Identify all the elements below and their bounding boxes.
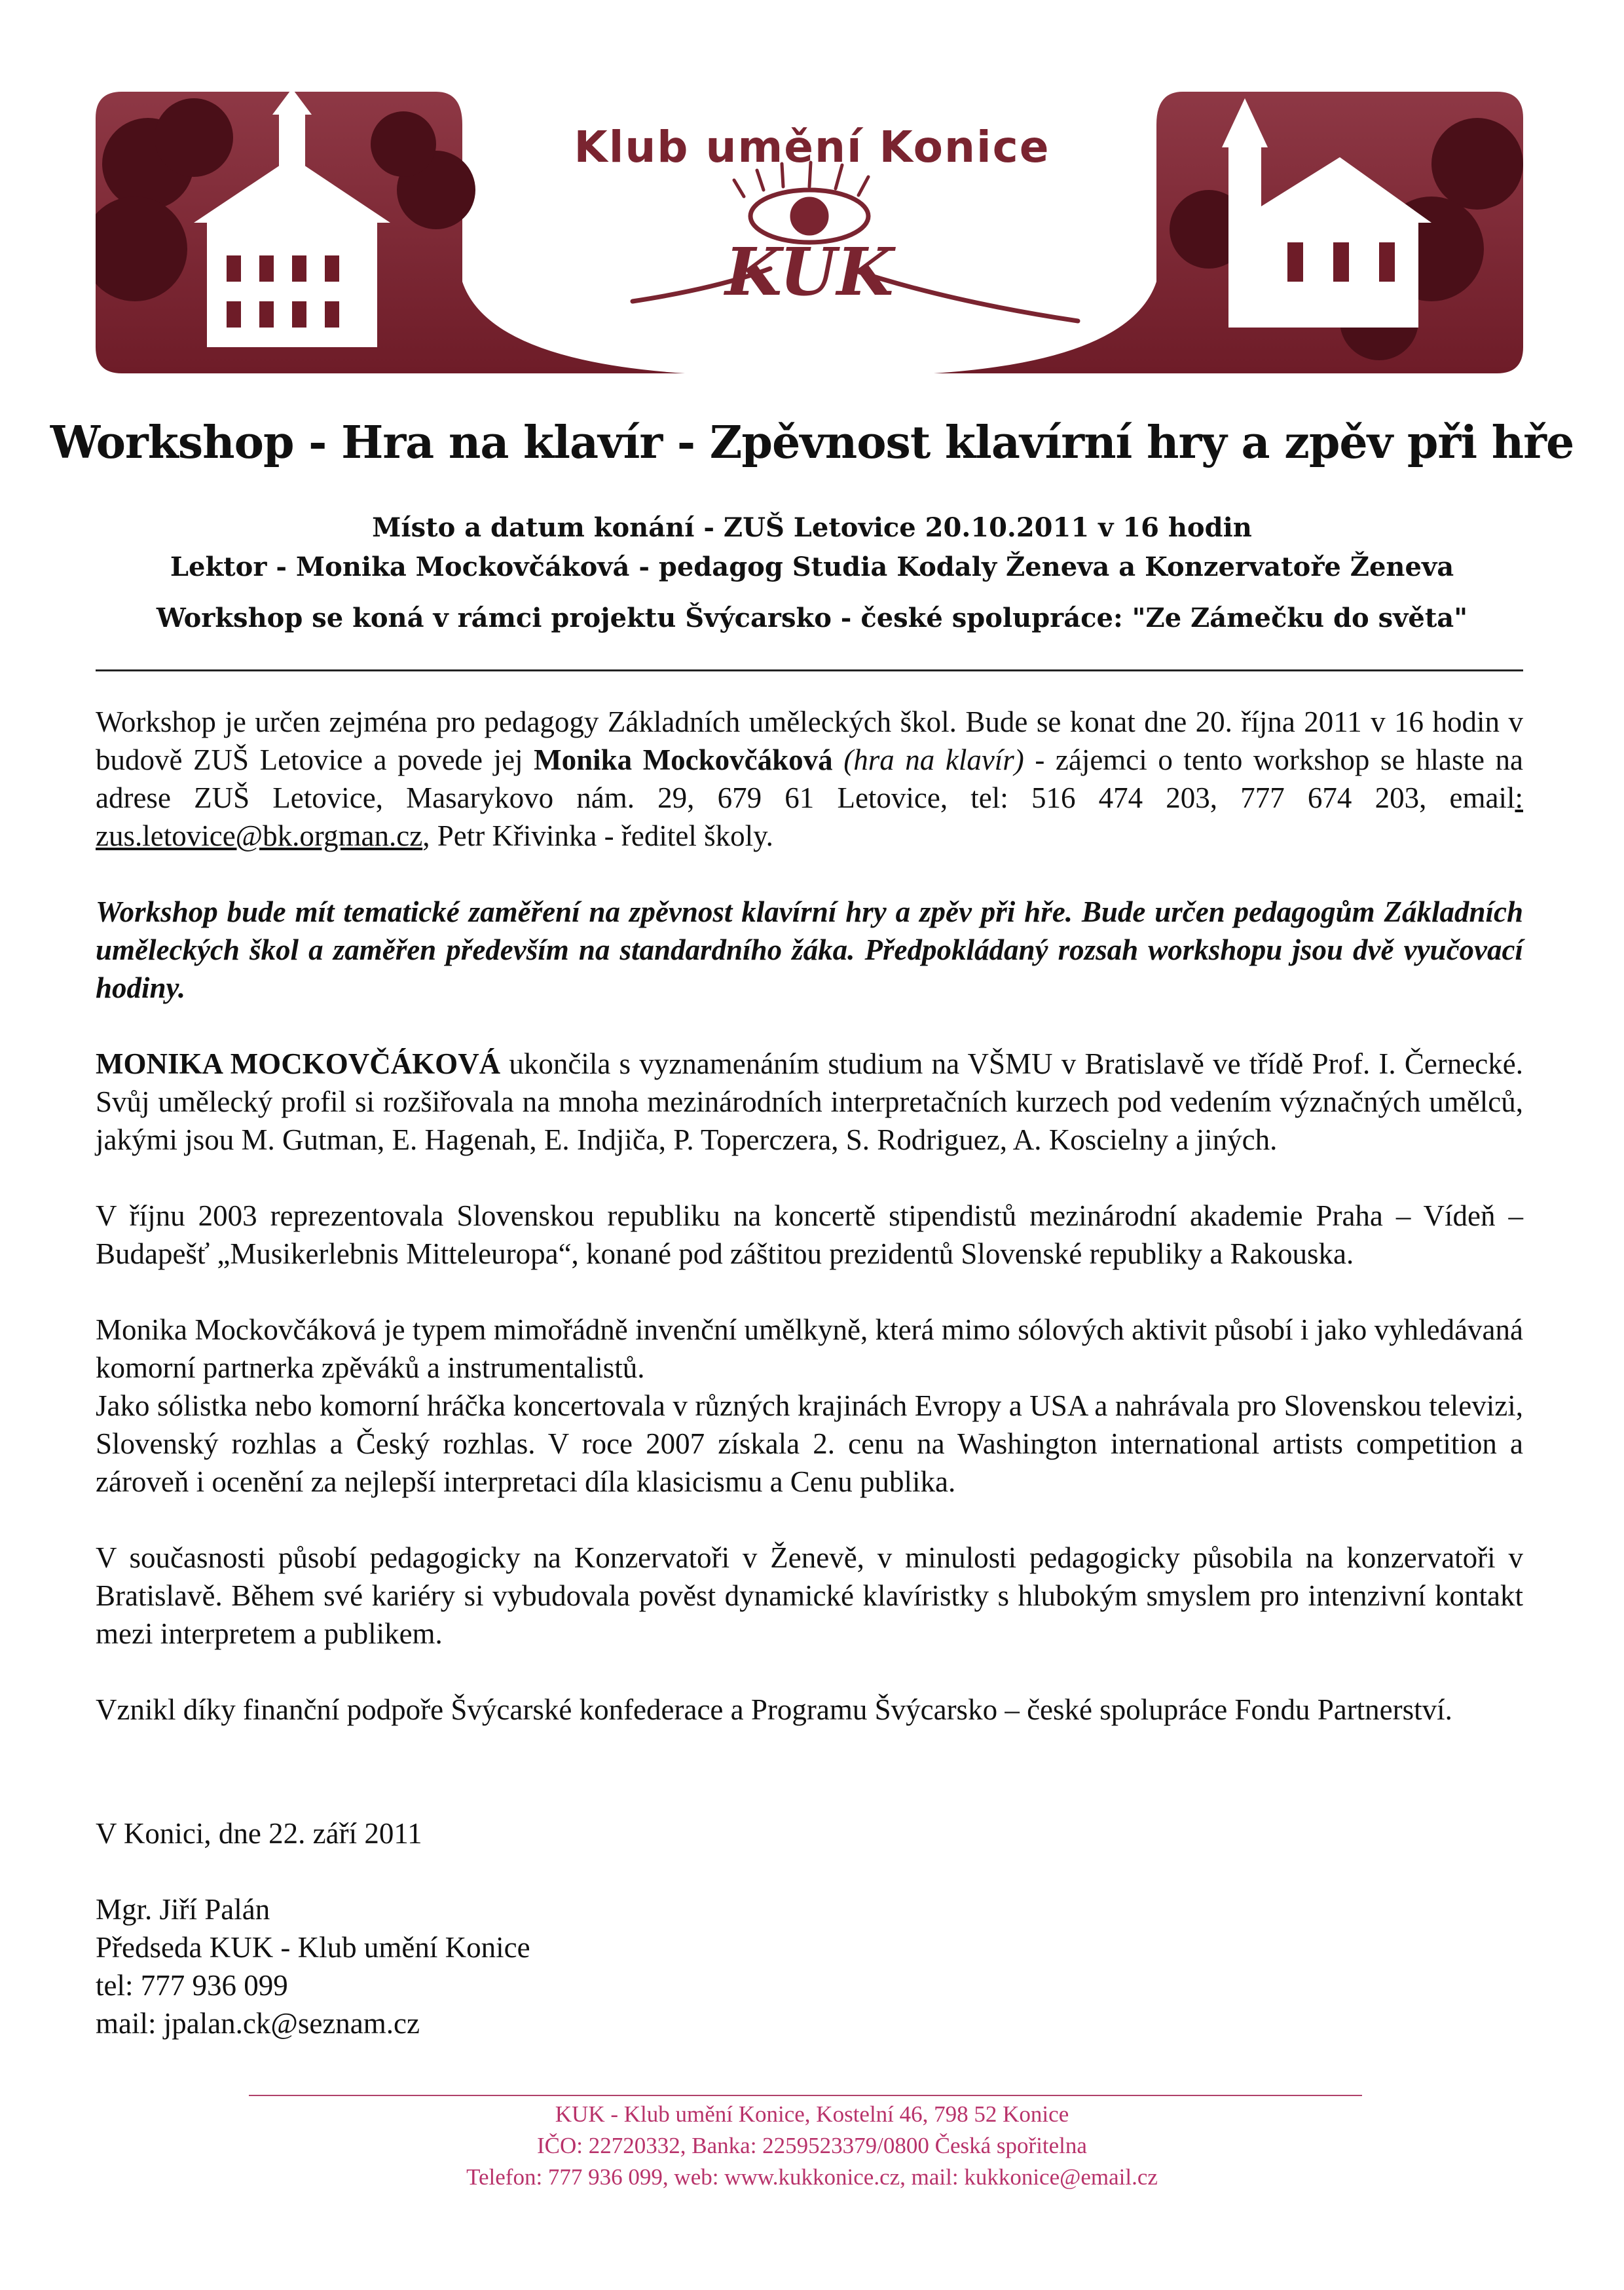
lecturer-subject: (hra na klavír): [832, 743, 1024, 776]
page-title: Workshop - Hra na klavír - Zpěvnost klavírní hry a zpěv při hře: [50, 417, 1574, 469]
signature-role: Předseda KUK - Klub umění Konice: [96, 1931, 530, 1964]
funding-paragraph: Vznikl díky finanční podpoře Švýcarské konfederace a Programu Švýcarsko – české spolupráce Fondu Partnerství.: [96, 1693, 1452, 1726]
bio-paragraph-1: [96, 1045, 1523, 1159]
kuk-logo-letters: KUK: [725, 233, 894, 310]
bio-paragraph-3: Monika Mockovčáková je typem mimořádně invenční umělkyně, která mimo sólových aktivit působí i jako vyhledávaná komorní partnerka zpěváků a instrumentalistů.: [96, 1313, 1523, 1384]
bio-paragraph-2: V říjnu 2003 reprezentovala Slovenskou republiku na koncertě stipendistů mezinárodní akademie Praha – Vídeň – Budapešť „Musikerlebnis Mitteleuropa“, konané pod záštitou prezidentů Slovenské republiky a Rakouska.: [96, 1199, 1523, 1270]
intro-paragraph: [96, 703, 1523, 855]
bio-text-1: ukončila s vyznamenáním studium na VŠMU v Bratislavě ve třídě Prof. I. Černecké. Svůj umělecký profil si rozšiřovala na mnoha mezinárodních interpretačních kurzech pod vedením význačných umělců, jakými jsou M. Gutman, E. Hagenah, E. Indjiča, P. Toperczera, S. Rodriguez, A. Koscielny a jiných.: [96, 1047, 1523, 1156]
bio-name: MONIKA MOCKOVČÁKOVÁ: [96, 1047, 501, 1080]
footer-divider: [249, 2095, 1362, 2096]
bio-paragraph-4: Jako sólistka nebo komorní hráčka koncertovala v různých krajinách Evropy a USA a nahrávala pro Slovenskou televizi, Slovenský rozhlas a Český rozhlas. V roce 2007 získala 2. cenu na Washington international artists competition a zároveň i ocenění za nejlepší interpretaci díla klasicismu a Cenu publika.: [96, 1389, 1523, 1498]
footer-bank: IČO: 22720332, Banka: 2259523379/0800 Česká spořitelna: [537, 2133, 1087, 2158]
signature-name: Mgr. Jiří Palán: [96, 1893, 270, 1926]
signature-email: mail: jpalan.ck@seznam.cz: [96, 2007, 420, 2040]
intro-text-3: , Petr Křivinka - ředitel školy.: [422, 819, 773, 852]
intro-text-2: - zájemci o tento workshop se hlaste na adrese ZUŠ Letovice, Masarykovo nám. 29, 679 61 Letovice, tel: 516 474 203, 777 674 203, email: [96, 743, 1524, 814]
footer-contact: Telefon: 777 936 099, web: www.kukkonice.cz, mail: kukkonice@email.cz: [466, 2164, 1158, 2190]
event-place-date: Místo a datum konání - ZUŠ Letovice 20.10.2011 v 16 hodin: [372, 512, 1252, 543]
intro-text-1: Workshop je určen zejména pro pedagogy Základních uměleckých škol. Bude se konat dne 20. října 2011 v 16 hodin v budově ZUŠ Letovice a povede jej: [96, 705, 1523, 776]
place-date: V Konici, dne 22. září 2011: [96, 1817, 422, 1850]
lecturer-name: Monika Mockovčáková: [534, 743, 833, 776]
lecturer-line: Lektor - Monika Mockovčáková - pedagog Studia Kodaly Ženeva a Konzervatoře Ženeva: [170, 552, 1454, 582]
divider: [96, 669, 1523, 671]
bio-paragraph-5: V současnosti působí pedagogicky na Konzervatoři v Ženevě, v minulosti pedagogicky působila na konzervatoři v Bratislavě. Během své kariéry si vybudovala pověst dynamické klavíristky s hlubokým smyslem pro intenzivní kontakt mezi interpretem a publikem.: [96, 1541, 1523, 1650]
club-name: Klub umění Konice: [574, 122, 1050, 172]
focus-paragraph: Workshop bude mít tematické zaměření na zpěvnost klavírní hry a zpěv při hře. Bude určen pedagogům Základních uměleckých škol a zaměřen především na standardního žáka. Předpokládaný rozsah workshopu jsou dvě vyučovací hodiny.: [96, 895, 1523, 1004]
school-email-link[interactable]: : zus.letovice@bk.orgman.cz: [96, 781, 1523, 852]
project-line: Workshop se koná v rámci projektu Švýcarsko - české spolupráce: "Ze Zámečku do světa": [156, 603, 1468, 633]
signature-phone: tel: 777 936 099: [96, 1969, 288, 2002]
footer-address: KUK - Klub umění Konice, Kostelní 46, 798 52 Konice: [555, 2101, 1069, 2127]
